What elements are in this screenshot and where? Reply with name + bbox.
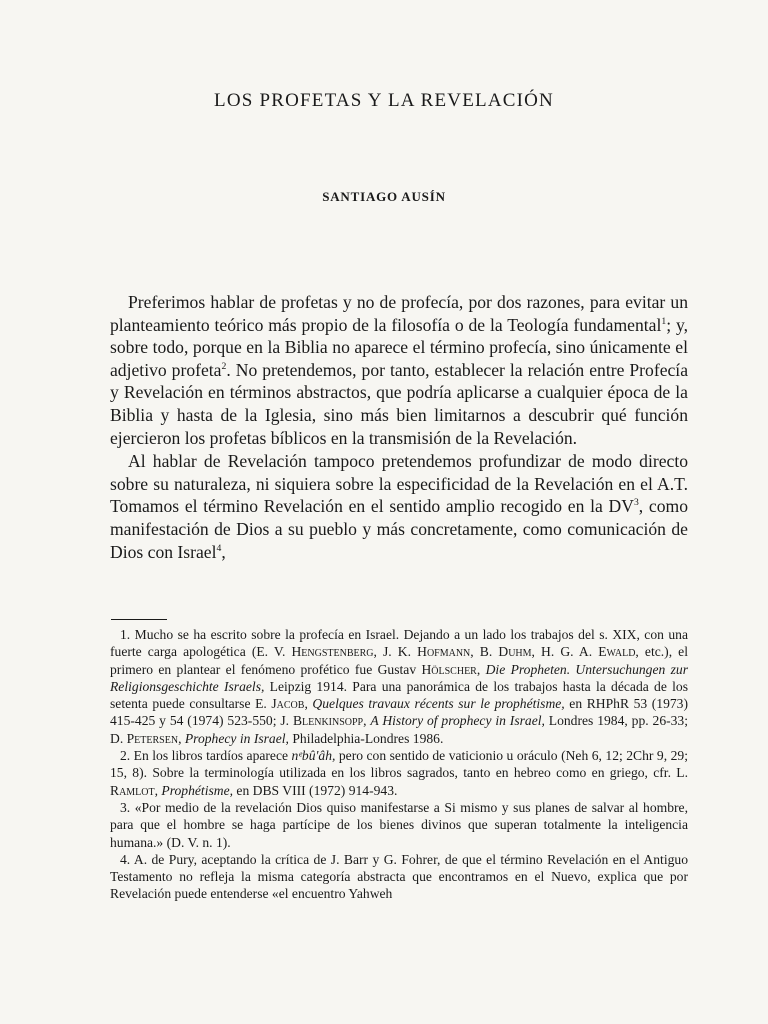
- fn1-author-ewald: Ewald: [598, 644, 636, 660]
- article-author: SANTIAGO AUSÍN: [322, 189, 446, 204]
- fn1-title-prophecy: Prophecy in Israel,: [184, 730, 289, 746]
- fn1-text: Londres 1984, pp. 26-33; D.: [110, 713, 689, 746]
- fn1-author-hengstenberg: Hengstenberg: [291, 644, 374, 660]
- fn1-author-petersen: Petersen: [126, 730, 179, 746]
- paragraph-1: [110, 291, 688, 449]
- footnote-separator: [111, 619, 167, 620]
- fn2-text: ,: [154, 782, 162, 798]
- fn2-text: 2. En los libros tardíos aparece: [120, 748, 292, 764]
- fn1-author-jacob: Jacob: [271, 696, 305, 712]
- fn2-hebrew-term: nᵉbû'âh,: [291, 748, 336, 764]
- paragraph-2-part-a: Al hablar de Revelación tampoco pretendemos profundizar de modo directo sobre su naturaleza, ni siquiera sobre la especificidad de la Revelación en el A.T. Tomamos el término Revelación en el sentido amplio recogido en la DV: [110, 451, 688, 517]
- footnote-ref-2: 2: [221, 360, 227, 372]
- footnote-ref-4: 4: [216, 542, 222, 554]
- fn2-text: pero con sentido de vaticionio u oráculo (Neh 6, 12; 2Chr 9, 29; 15, 8). Sobre la terminología utilizada en los libros sagrados, tanto en hebreo como en griego, cfr. L.: [110, 748, 688, 781]
- fn1-text: , H. G. A.: [531, 644, 599, 660]
- body-text: [110, 291, 688, 563]
- paragraph-2-part-b: , como manifestación de Dios a su pueblo y más concretamente, como comunicación de Dios con Israel: [110, 496, 688, 562]
- fn2-title-prophetisme: Prophétisme,: [161, 782, 234, 798]
- fn1-text: , B.: [470, 644, 499, 660]
- fn1-author-duhm: Duhm: [498, 644, 532, 660]
- footnotes: [110, 626, 688, 903]
- fn1-title-history: A History of prophecy in Israel,: [370, 713, 545, 729]
- footnote-2: [110, 747, 688, 799]
- fn1-text: 1. Mucho se ha escrito sobre la profecía en Israel. Dejando a un lado los trabajos del s. XIX, con una fuerte carga apologética (E. V.: [110, 627, 688, 660]
- fn1-text: , etc.), el primero en plantear el fenómeno profético fue Gustav: [110, 644, 688, 677]
- fn1-text: ,: [304, 696, 313, 712]
- fn1-author-hofmann: Hofmann: [417, 644, 471, 660]
- fn1-text: ,: [363, 713, 371, 729]
- paragraph-1-part-c: . No pretendemos, por tanto, establecer la relación entre Profecía y Revelación en términos abstractos, que podría aplicarse a cualquier época de la Biblia y hasta de la Iglesia, sino más bien limitarnos a descubrir qué función ejercieron los profetas bíblicos en la transmisión de la Revelación.: [110, 359, 689, 448]
- footnote-ref-3: 3: [633, 497, 639, 509]
- paragraph-2-part-c: ,: [221, 541, 226, 562]
- paragraph-1-part-a: Preferimos hablar de profetas y no de profecía, por dos razones, para evitar un planteamiento teórico más propio de la filosofía o de la Teología fundamental: [110, 292, 688, 335]
- fn1-title-propheten: Die Propheten. Untersuchungen zur Religionsgeschichte Israels,: [110, 661, 689, 694]
- fn1-text: Leipzig 1914. Para una panorámica de los trabajos hasta la década de los setenta puede consultarse E.: [110, 678, 688, 712]
- fn1-text: ,: [476, 661, 486, 677]
- article-title: LOS PROFETAS Y LA REVELACIÓN: [214, 90, 554, 111]
- footnote-1: [110, 626, 688, 747]
- fn2-author-ramlot: Ramlot: [110, 782, 155, 798]
- fn1-text: ,: [178, 730, 185, 746]
- footnote-ref-1: 1: [661, 315, 667, 327]
- fn1-author-holscher: Hölscher: [421, 661, 477, 677]
- paragraph-2: [110, 450, 688, 563]
- fn1-title-quelques: Quelques travaux récents sur le prophétisme,: [312, 696, 565, 712]
- paragraph-1-part-b: ; y, sobre todo, porque en la Biblia no aparece el término profecía, sino únicamente el adjetivo profeta: [110, 314, 689, 380]
- fn2-text: en DBS VIII (1972) 914-943.: [233, 782, 398, 798]
- fn1-text: , J. K.: [373, 644, 418, 660]
- footnote-3: 3. «Por medio de la revelación Dios quiso manifestarse a Si mismo y sus planes de salvar al hombre, para que el hombre se haga partícipe de los bienes divinos que superan totalmente la inteligencia humana.» (D. V. n. 1).: [110, 799, 688, 850]
- footnote-4: 4. A. de Pury, aceptando la crítica de J. Barr y G. Fohrer, de que el término Revelación en el Antiguo Testamento no refleja la misma categoría abstracta que encontramos en el Nuevo, explica que por Revelación puede entenderse «el encuentro Yahweh: [110, 851, 688, 902]
- fn1-text: en RHPhR 53 (1973) 415-425 y 54 (1974) 523-550; J.: [110, 696, 688, 729]
- fn1-author-blenkinsopp: Blenkinsopp: [292, 713, 364, 729]
- fn1-text: Philadelphia-Londres 1986.: [288, 730, 444, 746]
